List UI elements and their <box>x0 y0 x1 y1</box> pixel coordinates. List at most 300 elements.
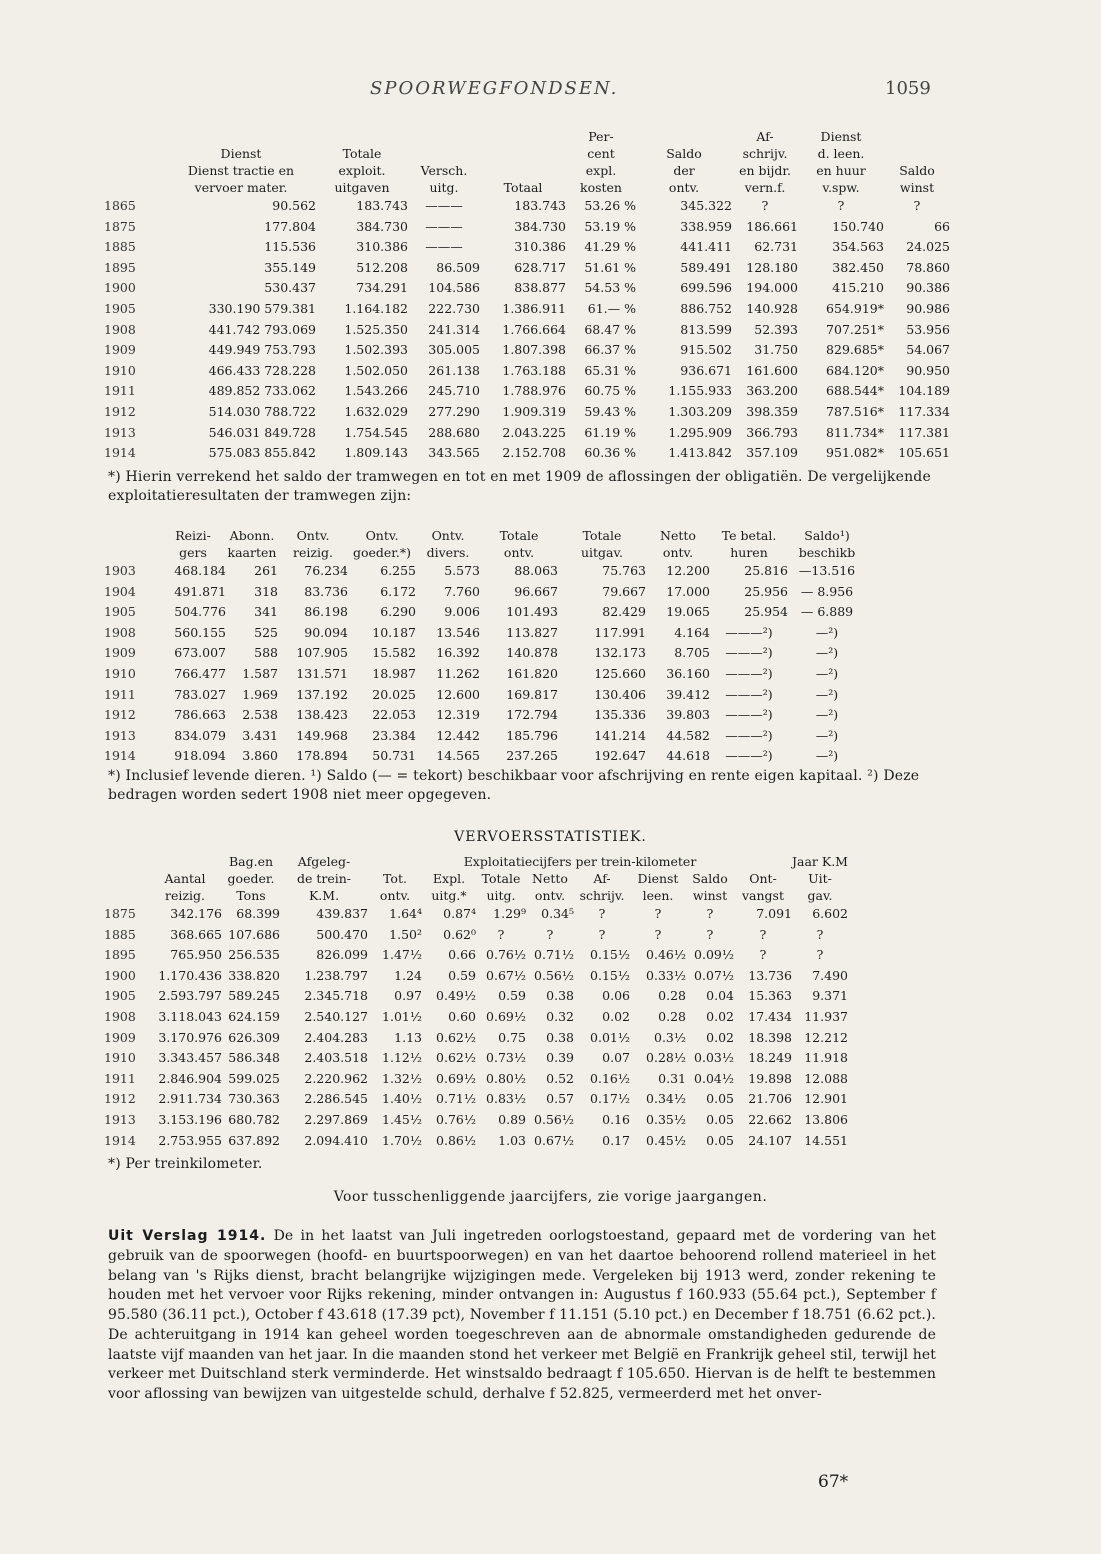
table-cell: 90.986 <box>906 300 950 316</box>
column-header: Ontv. <box>365 528 399 543</box>
table-cell: 0.59 <box>498 988 526 1004</box>
year-cell: 1875 <box>104 906 136 921</box>
header-row <box>104 544 866 561</box>
table-cell: 1.909.319 <box>502 403 566 419</box>
table-cell: 117.381 <box>898 424 950 440</box>
table-cell: 811.734* <box>826 424 884 440</box>
table-cell: 0.16½ <box>590 1070 630 1086</box>
table-cell: ———²) <box>725 624 773 640</box>
year-cell: 1905 <box>104 988 136 1004</box>
table-cell: 15.582 <box>372 645 416 661</box>
table-cell: 138.423 <box>296 707 348 723</box>
table-cell: 261 <box>254 563 278 578</box>
table-cell: 0.56½ <box>534 1111 574 1127</box>
column-header <box>104 870 148 887</box>
table-cell: 491.871 <box>174 583 226 599</box>
table-cell: 0.62½ <box>436 1029 476 1045</box>
table-cell: 3.153.196 <box>158 1111 222 1127</box>
table-cell: 4.164 <box>674 624 710 640</box>
column-header: Saldo <box>899 163 935 178</box>
table-cell: 0.38 <box>546 1029 574 1045</box>
column-header: Totale <box>481 871 521 886</box>
table-cell: 936.671 <box>680 362 732 378</box>
table-cell: 1.13 <box>394 1029 422 1045</box>
table-cell: 0.07½ <box>694 967 734 983</box>
table-cell: 130.406 <box>594 686 646 702</box>
column-header: ontv. <box>534 888 566 903</box>
table-cell: 31.750 <box>754 342 798 358</box>
column-header: ontv. <box>503 545 535 560</box>
railway-finance-table <box>104 128 950 464</box>
table-cell: 0.46½ <box>646 947 686 963</box>
table-cell: 9.006 <box>444 604 480 620</box>
table-cell: — 8.956 <box>800 583 854 599</box>
table-cell: 0.02 <box>602 1008 630 1024</box>
column-header: Versch. <box>420 163 468 178</box>
table-cell: 589.491 <box>680 259 732 275</box>
table-cell: 338.820 <box>228 967 280 983</box>
header-row <box>104 887 848 904</box>
column-header: reizig. <box>293 545 333 560</box>
table-cell: 310.386 <box>514 239 566 255</box>
table-cell: 330.190 579.381 <box>208 300 316 316</box>
table-cell: 341 <box>254 604 278 620</box>
year-cell: 1910 <box>104 362 136 378</box>
table-row <box>104 1131 848 1152</box>
table-cell: 345.322 <box>680 198 732 213</box>
column-header: Afgeleg- <box>297 854 351 869</box>
column-header: cent <box>587 146 615 161</box>
table-cell: 530.437 <box>264 280 316 296</box>
table-cell: 68.399 <box>236 906 280 921</box>
table-cell: 7.760 <box>444 583 480 599</box>
table-cell: 368.665 <box>170 926 222 942</box>
table-cell: 575.083 855.842 <box>208 445 316 461</box>
table-cell: 61.19 % <box>584 424 636 440</box>
table-cell: 140.928 <box>746 300 798 316</box>
table-row <box>104 196 950 217</box>
column-header <box>148 853 222 870</box>
table-cell: 1.763.188 <box>502 362 566 378</box>
table-cell: 3.343.457 <box>158 1050 222 1066</box>
column-header: Saldo <box>666 146 702 161</box>
table-cell: 19.065 <box>666 604 710 620</box>
table-cell: 589.245 <box>228 988 280 1004</box>
table-cell: 680.782 <box>228 1111 280 1127</box>
year-cell: 1908 <box>104 624 136 640</box>
table-cell: 1.03 <box>498 1132 526 1148</box>
column-header: exploit. <box>338 163 386 178</box>
table-cell: 44.582 <box>666 727 710 743</box>
table-cell: 363.200 <box>746 383 798 399</box>
column-header: uitg. <box>429 180 459 195</box>
table-cell: 1.502.393 <box>344 342 408 358</box>
year-cell: 1905 <box>104 604 136 620</box>
table-cell: 0.60 <box>448 1008 476 1024</box>
table-cell: 599.025 <box>228 1070 280 1086</box>
table-cell: 2.152.708 <box>502 445 566 461</box>
table-cell: 0.38 <box>546 988 574 1004</box>
table-cell: 0.05 <box>706 1132 734 1148</box>
table-cell: 23.384 <box>372 727 416 743</box>
table-cell: 18.987 <box>372 665 416 681</box>
table-row <box>104 945 848 966</box>
column-header: ontv. <box>662 545 694 560</box>
table-cell: 105.651 <box>898 445 950 461</box>
table-cell: 24.025 <box>906 239 950 255</box>
column-header: de trein- <box>296 871 352 886</box>
column-header: leen. <box>642 888 674 903</box>
table-cell: 2.753.955 <box>158 1132 222 1148</box>
table-cell: 0.15½ <box>590 967 630 983</box>
table-cell: 466.433 728.228 <box>208 362 316 378</box>
table-cell: 12.088 <box>804 1070 848 1086</box>
table-cell: 318 <box>254 583 278 599</box>
table-cell: 343.565 <box>428 445 480 461</box>
year-cell: 1913 <box>104 424 136 440</box>
column-header: Te betal. <box>721 528 777 543</box>
table-cell: ? <box>837 198 845 213</box>
table-cell: 66 <box>934 218 950 234</box>
column-header: uitg.* <box>431 888 467 903</box>
table-row <box>104 1007 848 1028</box>
table-row <box>104 746 866 767</box>
table-cell: 0.52 <box>546 1070 574 1086</box>
table-cell: 0.16 <box>602 1111 630 1127</box>
table-cell: 10.187 <box>372 624 416 640</box>
table-cell: ? <box>546 926 554 942</box>
table-cell: 3.118.043 <box>158 1008 222 1024</box>
column-header: Ont- <box>749 871 777 886</box>
table-cell: 22.053 <box>372 707 416 723</box>
column-header: gav. <box>807 888 833 903</box>
table-cell: 261.138 <box>428 362 480 378</box>
table-cell: 826.099 <box>316 947 368 963</box>
table-cell: 0.09½ <box>694 947 734 963</box>
column-header: uitg. <box>486 888 516 903</box>
header-row <box>104 527 866 544</box>
table-cell: 2.404.283 <box>304 1029 368 1045</box>
table-cell: 624.159 <box>228 1008 280 1024</box>
table-cell: 512.208 <box>356 259 408 275</box>
table-cell: 0.31 <box>658 1070 686 1086</box>
table-cell: 107.686 <box>228 926 280 942</box>
table-cell: 0.75 <box>498 1029 526 1045</box>
column-header <box>480 128 566 145</box>
table-cell: 25.954 <box>744 604 788 620</box>
table-cell: 560.155 <box>174 624 226 640</box>
table-cell: 2.094.410 <box>304 1132 368 1148</box>
table-cell: 654.919* <box>826 300 884 316</box>
table-cell: 730.363 <box>228 1091 280 1107</box>
column-header: Tot. <box>383 871 407 886</box>
table-cell: 12.901 <box>804 1091 848 1107</box>
column-header: beschikb <box>798 545 856 560</box>
table-row <box>104 320 950 341</box>
table-cell: 18.249 <box>748 1050 792 1066</box>
column-header <box>104 145 166 162</box>
table-cell: 0.39 <box>546 1050 574 1066</box>
table-cell: 0.66 <box>448 947 476 963</box>
table-cell: 354.563 <box>832 239 884 255</box>
column-header: uitgaven <box>334 180 390 195</box>
table-cell: 13.546 <box>436 624 480 640</box>
tramway-results-table <box>104 527 866 767</box>
column-header: v.spw. <box>822 180 860 195</box>
table-cell: 415.210 <box>832 280 884 296</box>
footnote-per-train-km: *) Per treinkilometer. <box>108 1156 263 1172</box>
table-row <box>104 237 950 258</box>
table-cell: 3.170.976 <box>158 1029 222 1045</box>
column-header: Jaar K.M <box>792 854 848 869</box>
year-cell: 1905 <box>104 300 136 316</box>
table-cell: 241.314 <box>428 321 480 337</box>
table-row <box>104 1069 848 1090</box>
table-cell: 90.386 <box>906 280 950 296</box>
table-cell: 734.291 <box>356 280 408 296</box>
table-cell: 2.911.734 <box>158 1091 222 1107</box>
table-cell: 1.50² <box>389 926 422 942</box>
table-cell: 1.754.545 <box>344 424 408 440</box>
table-cell: 2.540.127 <box>304 1008 368 1024</box>
table-cell: 1.587 <box>242 665 278 681</box>
table-cell: 1.525.350 <box>344 321 408 337</box>
table-cell: 6.255 <box>380 563 416 578</box>
table-cell: ———²) <box>725 686 773 702</box>
year-cell: 1875 <box>104 218 136 234</box>
table-cell: 2.043.225 <box>502 424 566 440</box>
year-cell: 1914 <box>104 1132 136 1148</box>
table-cell: 765.950 <box>170 947 222 963</box>
table-cell: 918.094 <box>174 748 226 764</box>
year-cell: 1908 <box>104 1008 136 1024</box>
folio-mark: 67* <box>818 1472 849 1492</box>
table-cell: 0.67½ <box>486 967 526 983</box>
table-row <box>104 1048 848 1069</box>
table-cell: 0.86½ <box>436 1132 476 1148</box>
table-cell: ? <box>598 906 606 921</box>
table-cell: 125.660 <box>594 665 646 681</box>
table-cell: 628.717 <box>514 259 566 275</box>
column-header <box>408 128 480 145</box>
column-header: Totale <box>499 528 539 543</box>
table-cell: 384.730 <box>356 218 408 234</box>
section-title: VERVOERSSTATISTIEK. <box>454 829 647 845</box>
table-cell: 504.776 <box>174 604 226 620</box>
table-row <box>104 278 950 299</box>
table-cell: 186.661 <box>746 218 798 234</box>
table-cell: 305.005 <box>428 342 480 358</box>
table-cell: 783.027 <box>174 686 226 702</box>
column-header: expl. <box>585 163 617 178</box>
year-cell: 1910 <box>104 1050 136 1066</box>
table-cell: 0.28 <box>658 988 686 1004</box>
column-header: Dienst tractie en <box>187 163 295 178</box>
year-cell: 1900 <box>104 967 136 983</box>
column-header: vangst <box>741 888 784 903</box>
table-cell: 79.667 <box>602 583 646 599</box>
table-cell: 7.091 <box>756 906 792 921</box>
table-row <box>104 443 950 464</box>
table-cell: ———²) <box>725 645 773 661</box>
table-cell: 366.793 <box>746 424 798 440</box>
column-header: divers. <box>426 545 470 560</box>
table-cell: 0.15½ <box>590 947 630 963</box>
table-cell: —13.516 <box>798 563 856 578</box>
table-cell: 14.565 <box>436 748 480 764</box>
table-cell: 500.470 <box>316 926 368 942</box>
table-cell: 17.434 <box>748 1008 792 1024</box>
table-cell: 0.17 <box>602 1132 630 1148</box>
year-cell: 1865 <box>104 198 136 213</box>
table-cell: 1.164.182 <box>344 300 408 316</box>
table-cell: 1.303.209 <box>668 403 732 419</box>
table-cell: 39.803 <box>666 707 710 723</box>
table-cell: 18.398 <box>748 1029 792 1045</box>
table-cell: —²) <box>815 645 839 661</box>
year-cell: 1909 <box>104 645 136 661</box>
table-cell: 161.820 <box>506 665 558 681</box>
table-cell: 384.730 <box>514 218 566 234</box>
table-cell: 338.959 <box>680 218 732 234</box>
table-cell: 0.67½ <box>534 1132 574 1148</box>
column-header: Ontv. <box>431 528 465 543</box>
table-cell: 256.535 <box>228 947 280 963</box>
table-cell: 41.29 % <box>584 239 636 255</box>
table-cell: 2.345.718 <box>304 988 368 1004</box>
table-cell: ? <box>706 926 714 942</box>
table-cell: 688.544* <box>826 383 884 399</box>
table-row <box>104 664 866 685</box>
column-header: Totale <box>342 146 382 161</box>
table-cell: 140.878 <box>506 645 558 661</box>
table-cell: 1.01½ <box>382 1008 422 1024</box>
table-cell: 0.17½ <box>590 1091 630 1107</box>
table-cell: ———²) <box>725 707 773 723</box>
table-cell: 21.706 <box>748 1091 792 1107</box>
table-cell: 342.176 <box>170 906 222 921</box>
table-cell: 1.295.909 <box>668 424 732 440</box>
year-cell: 1911 <box>104 383 136 399</box>
table-cell: 83.736 <box>304 583 348 599</box>
table-cell: 0.87⁴ <box>443 906 476 921</box>
table-row <box>104 986 848 1007</box>
year-cell: 1895 <box>104 947 136 963</box>
table-cell: 0.07 <box>602 1050 630 1066</box>
note-intermediate-years: Voor tusschenliggende jaarcijfers, zie vorige jaargangen. <box>333 1189 768 1205</box>
table-cell: 707.251* <box>826 321 884 337</box>
table-cell: ? <box>654 906 662 921</box>
table-cell: 53.19 % <box>584 218 636 234</box>
column-header: en bijdr. <box>739 163 791 178</box>
table-row <box>104 726 866 747</box>
column-header <box>636 128 732 145</box>
table-cell: 546.031 849.728 <box>208 424 316 440</box>
table-row <box>104 381 950 402</box>
table-cell: 54.067 <box>906 342 950 358</box>
table-cell: 786.663 <box>174 707 226 723</box>
table-cell: 12.200 <box>666 563 710 578</box>
table-cell: 3.431 <box>242 727 278 743</box>
column-header: uitgav. <box>580 545 624 560</box>
table-row <box>104 340 950 361</box>
table-cell: 0.32 <box>546 1008 574 1024</box>
table-cell: 0.28½ <box>646 1050 686 1066</box>
table-cell: 1.238.797 <box>304 967 368 983</box>
column-header: Netto <box>532 871 568 886</box>
table-cell: 183.743 <box>514 198 566 213</box>
table-cell: 53.956 <box>906 321 950 337</box>
column-header: Ontv. <box>296 528 330 543</box>
table-cell: 0.76½ <box>436 1111 476 1127</box>
table-cell: 15.363 <box>748 988 792 1004</box>
table-cell: 277.290 <box>428 403 480 419</box>
table-row <box>104 361 950 382</box>
year-cell: 1911 <box>104 1070 136 1086</box>
table-cell: 183.743 <box>356 198 408 213</box>
column-header: Dienst <box>637 871 679 886</box>
year-cell: 1914 <box>104 748 136 764</box>
header-row <box>104 853 848 870</box>
table-cell: 489.852 733.062 <box>208 383 316 399</box>
table-cell: 2.538 <box>242 707 278 723</box>
table-cell: 68.47 % <box>584 321 636 337</box>
table-cell: 25.816 <box>744 563 788 578</box>
table-cell: 382.450 <box>832 259 884 275</box>
table-cell: 78.860 <box>906 259 950 275</box>
column-header: Tons <box>236 888 266 903</box>
table-cell: ? <box>816 926 824 942</box>
column-header: vervoer mater. <box>194 180 288 195</box>
table-cell: 699.596 <box>680 280 732 296</box>
column-header <box>104 527 160 544</box>
table-cell: 1.70½ <box>382 1132 422 1148</box>
table-cell: 88.063 <box>514 563 558 578</box>
table-cell: ? <box>654 926 662 942</box>
annual-report-paragraph <box>108 1227 936 1405</box>
table-cell: 6.172 <box>380 583 416 599</box>
table-cell: 834.079 <box>174 727 226 743</box>
table-row <box>104 705 866 726</box>
table-cell: 1.809.143 <box>344 445 408 461</box>
table-cell: 161.600 <box>746 362 798 378</box>
table-cell: 86.198 <box>304 604 348 620</box>
table-cell: 2.403.518 <box>304 1050 368 1066</box>
table-cell: 135.336 <box>594 707 646 723</box>
year-cell: 1913 <box>104 727 136 743</box>
table-cell: 7.490 <box>812 967 848 983</box>
table-cell: 0.03½ <box>694 1050 734 1066</box>
column-header: Uit- <box>808 871 832 886</box>
column-header: Expl. <box>432 871 466 886</box>
table-cell: 0.49½ <box>436 988 476 1004</box>
table-cell: 90.950 <box>906 362 950 378</box>
table-cell: 1.24 <box>394 967 422 983</box>
table-row <box>104 299 950 320</box>
table-cell: 0.76½ <box>486 947 526 963</box>
column-header: schrijv. <box>579 888 625 903</box>
table-row <box>104 1110 848 1131</box>
table-cell: ——— <box>425 218 463 234</box>
table-row <box>104 561 866 582</box>
table-cell: —²) <box>815 748 839 764</box>
table-cell: 222.730 <box>428 300 480 316</box>
header-row <box>104 179 950 196</box>
table-cell: 766.477 <box>174 665 226 681</box>
column-header <box>408 145 480 162</box>
table-cell: 1.807.398 <box>502 342 566 358</box>
table-cell: 0.73½ <box>486 1050 526 1066</box>
